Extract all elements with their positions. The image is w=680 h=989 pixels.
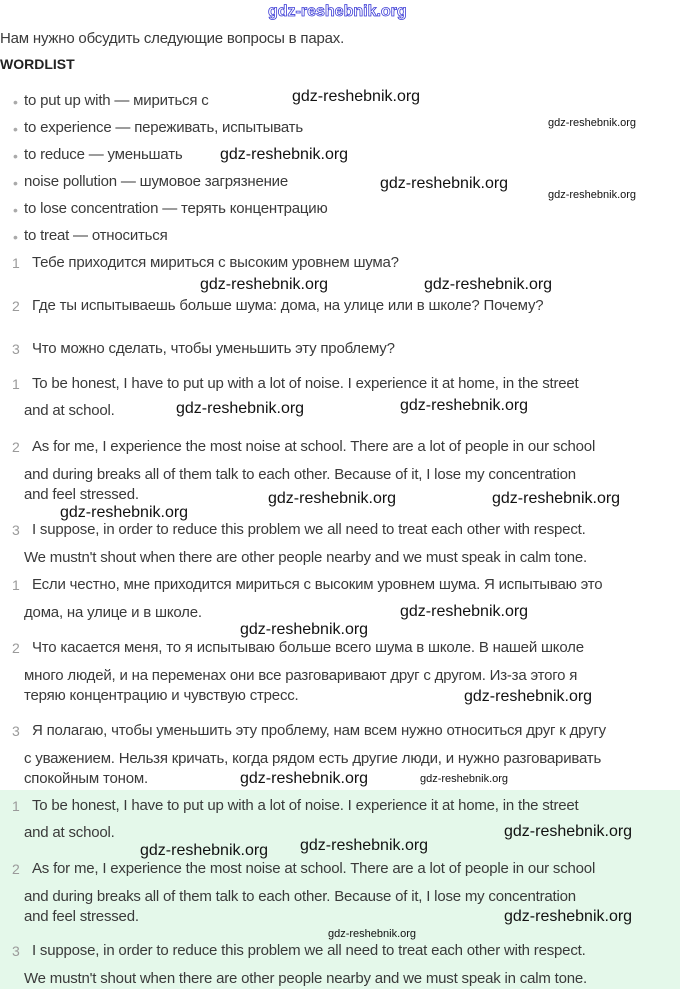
answer-line: and during breaks all of them talk to each other. Because of it, I lose my concentration — [24, 466, 576, 483]
watermark: gdz-reshebnik.org — [548, 189, 637, 201]
list-item: to lose concentration — терять концентрацию — [24, 200, 328, 217]
item-number: 1 — [12, 255, 20, 271]
item-number: 1 — [12, 798, 20, 814]
item-number: 3 — [12, 341, 20, 357]
answer-line: and at school. — [24, 402, 115, 419]
intro-text: Нам нужно обсудить следующие вопросы в парах. — [0, 30, 345, 47]
answer-line: As for me, I experience the most noise at school. There are a lot of people in our school — [32, 860, 596, 877]
watermark: gdz-reshebnik.org — [176, 400, 305, 417]
watermark: gdz-reshebnik.org — [504, 823, 633, 840]
answer-line: To be honest, I have to put up with a lot of noise. I experience it at home, in the street — [32, 375, 579, 392]
answer-line: I suppose, in order to reduce this problem we all need to treat each other with respect. — [32, 521, 586, 538]
watermark: gdz-reshebnik.org — [492, 490, 621, 507]
item-number: 1 — [12, 376, 20, 392]
watermark: gdz-reshebnik.org — [268, 490, 397, 507]
answer-line: Я полагаю, чтобы уменьшить эту проблему, нам всем нужно относиться друг к другу — [32, 722, 606, 739]
bullet-icon: • — [13, 175, 18, 191]
answer-line: теряю концентрацию и чувствую стресс. — [24, 687, 299, 704]
answer-line: много людей, и на переменах они все разговаривают друг с другом. Из-за этого я — [24, 667, 578, 684]
watermark: gdz-reshebnik.org — [60, 504, 189, 521]
list-item: noise pollution — шумовое загрязнение — [24, 173, 289, 190]
list-item: to reduce — уменьшать — [24, 146, 183, 163]
watermark: gdz-reshebnik.org — [140, 842, 269, 859]
item-number: 1 — [12, 577, 20, 593]
answer-line: дома, на улице и в школе. — [24, 604, 202, 621]
item-number: 3 — [12, 723, 20, 739]
item-number: 3 — [12, 943, 20, 959]
watermark: gdz-reshebnik.org — [464, 688, 593, 705]
question: Что можно сделать, чтобы уменьшить эту проблему? — [32, 340, 395, 357]
list-item: to put up with — мириться с — [24, 92, 209, 109]
answer-line: and feel stressed. — [24, 908, 139, 925]
answer-line: We mustn't shout when there are other people nearby and we must speak in calm tone. — [24, 549, 587, 566]
list-item: to experience — переживать, испытывать — [24, 119, 303, 136]
watermark: gdz-reshebnik.org — [504, 908, 633, 925]
question: Тебе приходится мириться с высоким уровнем шума? — [32, 254, 399, 271]
watermark: gdz-reshebnik.org — [240, 621, 369, 638]
watermark: gdz-reshebnik.org — [400, 397, 529, 414]
answer-line: and during breaks all of them talk to each other. Because of it, I lose my concentration — [24, 888, 576, 905]
watermark: gdz-reshebnik.org — [200, 276, 329, 293]
watermark: gdz-reshebnik.org — [420, 773, 509, 785]
watermark: gdz-reshebnik.org — [424, 276, 553, 293]
watermark: gdz-reshebnik.org — [300, 837, 429, 854]
item-number: 2 — [12, 439, 20, 455]
watermark: gdz-reshebnik.org — [328, 928, 417, 940]
watermark-logo: gdz-reshebnik.org — [268, 3, 407, 20]
bullet-icon: • — [13, 94, 18, 110]
answer-line: Что касается меня, то я испытываю больше всего шума в школе. В нашей школе — [32, 639, 584, 656]
list-item: to treat — относиться — [24, 227, 168, 244]
watermark: gdz-reshebnik.org — [380, 175, 509, 192]
item-number: 2 — [12, 298, 20, 314]
watermark: gdz-reshebnik.org — [400, 603, 529, 620]
bullet-icon: • — [13, 121, 18, 137]
watermark: gdz-reshebnik.org — [548, 117, 637, 129]
answer-line: Если честно, мне приходится мириться с высоким уровнем шума. Я испытываю это — [32, 576, 603, 593]
answer-line: and feel stressed. — [24, 486, 139, 503]
item-number: 2 — [12, 861, 20, 877]
answer-line: As for me, I experience the most noise at school. There are a lot of people in our school — [32, 438, 596, 455]
watermark: gdz-reshebnik.org — [220, 146, 349, 163]
answer-line: To be honest, I have to put up with a lot of noise. I experience it at home, in the street — [32, 797, 579, 814]
bullet-icon: • — [13, 229, 18, 245]
answer-line: спокойным тоном. — [24, 770, 148, 787]
item-number: 3 — [12, 522, 20, 538]
question: Где ты испытываешь больше шума: дома, на улице или в школе? Почему? — [32, 297, 544, 314]
watermark: gdz-reshebnik.org — [292, 88, 421, 105]
answer-line: and at school. — [24, 824, 115, 841]
answer-line: I suppose, in order to reduce this problem we all need to treat each other with respect. — [32, 942, 586, 959]
watermark: gdz-reshebnik.org — [240, 770, 369, 787]
answer-line: We mustn't shout when there are other people nearby and we must speak in calm tone. — [24, 970, 587, 987]
wordlist-title: WORDLIST — [0, 56, 75, 72]
item-number: 2 — [12, 640, 20, 656]
bullet-icon: • — [13, 202, 18, 218]
answer-line: с уважением. Нельзя кричать, когда рядом есть другие люди, и нужно разговаривать — [24, 750, 602, 767]
bullet-icon: • — [13, 148, 18, 164]
